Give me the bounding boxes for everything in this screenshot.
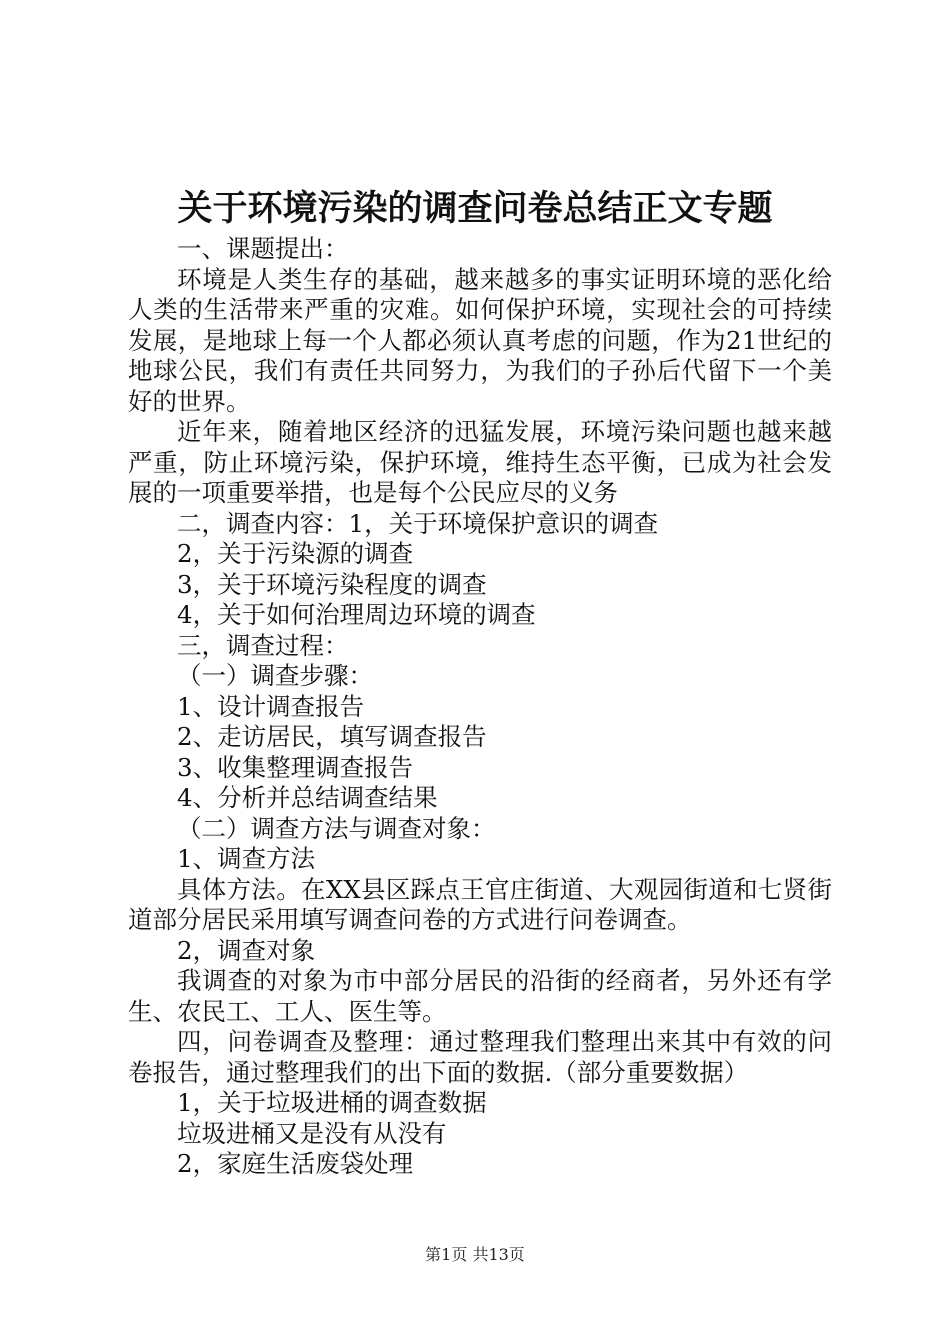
paragraph-3: 近年来，随着地区经济的迅猛发展，环境污染问题也越来越严重，防止环境污染，保护环境，维持生态平衡，已成为社会发展的一项重要举措，也是每个公民应尽的义务 [128,417,832,507]
document-body [128,234,832,1180]
paragraph-17: 2，调查对象 [177,935,316,965]
paragraph-18: 我调查的对象为市中部分居民的沿街的经商者，另外还有学生、农民工、工人、医生等。 [128,966,832,1026]
paragraph-19: 四，问卷调查及整理：通过整理我们整理出来其中有效的问卷报告，通过整理我们的出下面的数据.（部分重要数据） [128,1027,832,1087]
paragraph-16: 具体方法。在XX县区踩点王官庄街道、大观园街道和七贤街道部分居民采用填写调查问卷的方式进行问卷调查。 [128,874,832,934]
paragraph-20: 1，关于垃圾进桶的调查数据 [177,1088,487,1117]
paragraph-14: （二）调查方法与调查对象： [177,813,496,843]
paragraph-15: 1、调查方法 [177,844,316,873]
paragraph-2: 环境是人类生存的基础，越来越多的事实证明环境的恶化给人类的生活带来严重的灾难。如何保护环境，实现社会的可持续发展，是地球上每一个人都必须认真考虑的问题，作为21世纪的地球公民，我们有责任共同努力，为我们的子孙后代留下一个美好的世界。 [128,264,832,416]
paragraph-21: 垃圾进桶又是没有从没有 [177,1118,447,1148]
paragraph-8: 三，调查过程： [177,630,349,660]
paragraph-5: 2，关于污染源的调查 [177,539,414,568]
paragraph-9: （一）调查步骤： [177,661,373,690]
paragraph-1: 一、课题提出： [177,234,349,263]
paragraph-13: 4、分析并总结调查结果 [177,783,438,812]
paragraph-22: 2，家庭生活废袋处理 [177,1149,414,1178]
paragraph-7: 4，关于如何治理周边环境的调查 [177,600,536,629]
paragraph-4: 二，调查内容：1，关于环境保护意识的调查 [177,508,659,538]
document-title: 关于环境污染的调查问卷总结正文专题 [177,188,773,229]
page-footer: 第1页 共13页 [425,1245,525,1264]
paragraph-11: 2、走访居民，填写调查报告 [177,722,487,751]
paragraph-6: 3，关于环境污染程度的调查 [177,569,487,599]
paragraph-10: 1、设计调查报告 [177,691,365,721]
paragraph-12: 3、收集整理调查报告 [177,752,414,782]
